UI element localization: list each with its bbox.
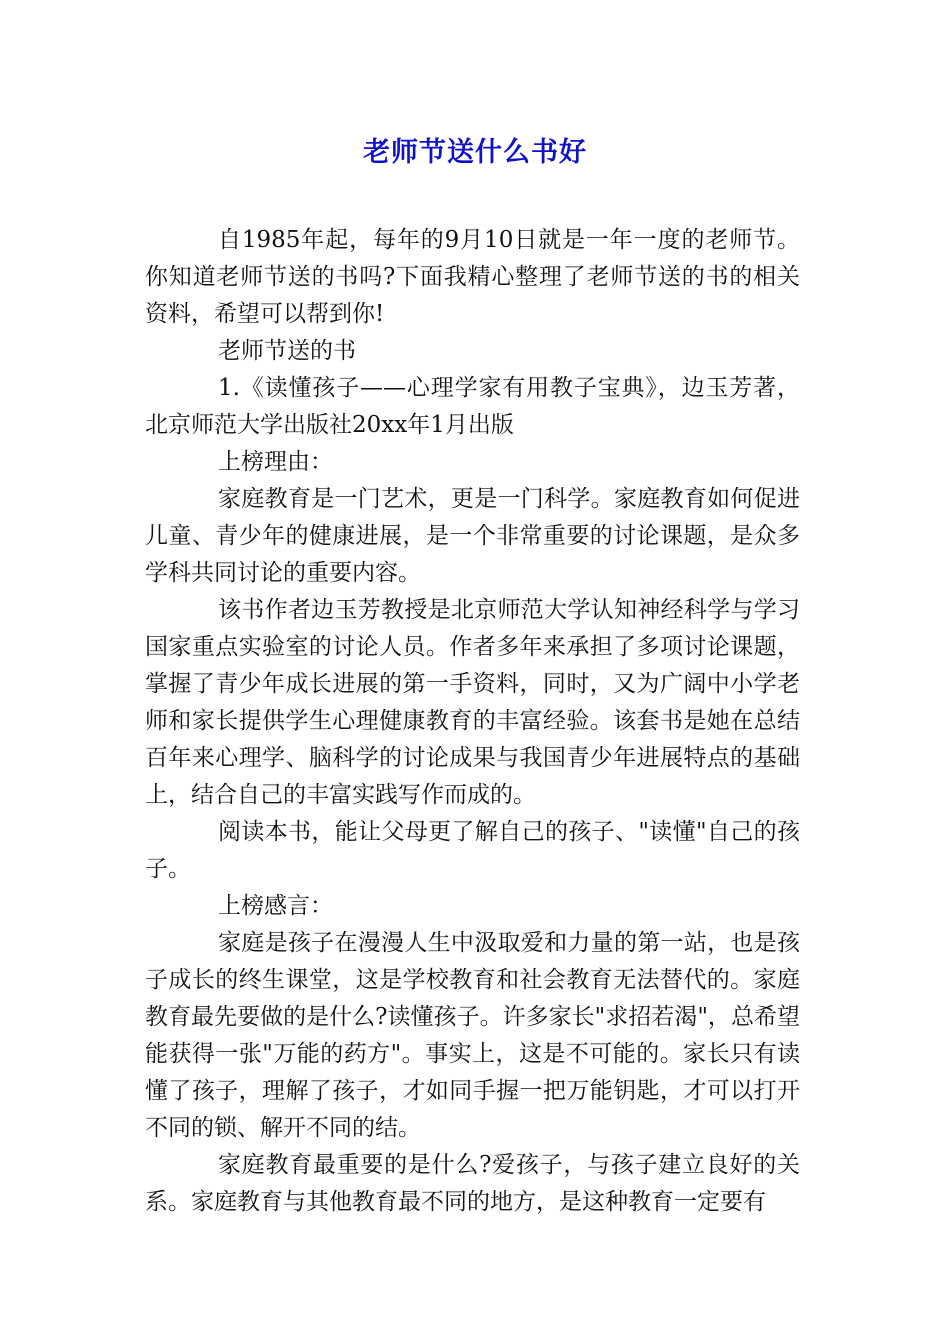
paragraph-heading-books: 老师节送的书	[218, 338, 356, 364]
document-title: 老师节送什么书好	[363, 137, 587, 168]
paragraph-intro: 自1985年起，每年的9月10日就是一年一度的老师节。你知道老师节送的书吗?下面我精心整理了老师节送的书的相关资料，希望可以帮到你!	[145, 227, 800, 327]
paragraph-reason-3: 阅读本书，能让父母更了解自己的孩子、"读懂"自己的孩子。	[145, 819, 800, 882]
paragraph-reason-2: 该书作者边玉芳教授是北京师范大学认知神经科学与学习国家重点实验室的讨论人员。作者多年来承担了多项讨论课题，掌握了青少年成长进展的第一手资料，同时，又为广阔中小学老师和家长提供学生心理健康教育的丰富经验。该套书是她在总结百年来心理学、脑科学的讨论成果与我国青少年进展特点的基础上，结合自己的丰富实践写作而成的。	[145, 597, 800, 808]
paragraph-comment-label: 上榜感言：	[218, 893, 333, 919]
paragraph-comment-2: 家庭教育最重要的是什么?爱孩子，与孩子建立良好的关系。家庭教育与其他教育最不同的地方，是这种教育一定要有	[145, 1152, 800, 1215]
paragraph-reason-label: 上榜理由：	[218, 449, 333, 475]
document-body	[145, 222, 800, 1221]
paragraph-comment-1: 家庭是孩子在漫漫人生中汲取爱和力量的第一站，也是孩子成长的终生课堂，这是学校教育和社会教育无法替代的。家庭教育最先要做的是什么?读懂孩子。许多家长"求招若渴"，总希望能获得一张"万能的药方"。事实上，这是不可能的。家长只有读懂了孩子，理解了孩子，才如同手握一把万能钥匙，才可以打开不同的锁、解开不同的结。	[145, 930, 800, 1141]
paragraph-book-entry: 1.《读懂孩子——心理学家有用教子宝典》，边玉芳著，北京师范大学出版社20xx年1月出版	[145, 375, 800, 438]
paragraph-reason-1: 家庭教育是一门艺术，更是一门科学。家庭教育如何促进儿童、青少年的健康进展，是一个非常重要的讨论课题，是众多学科共同讨论的重要内容。	[145, 486, 800, 586]
